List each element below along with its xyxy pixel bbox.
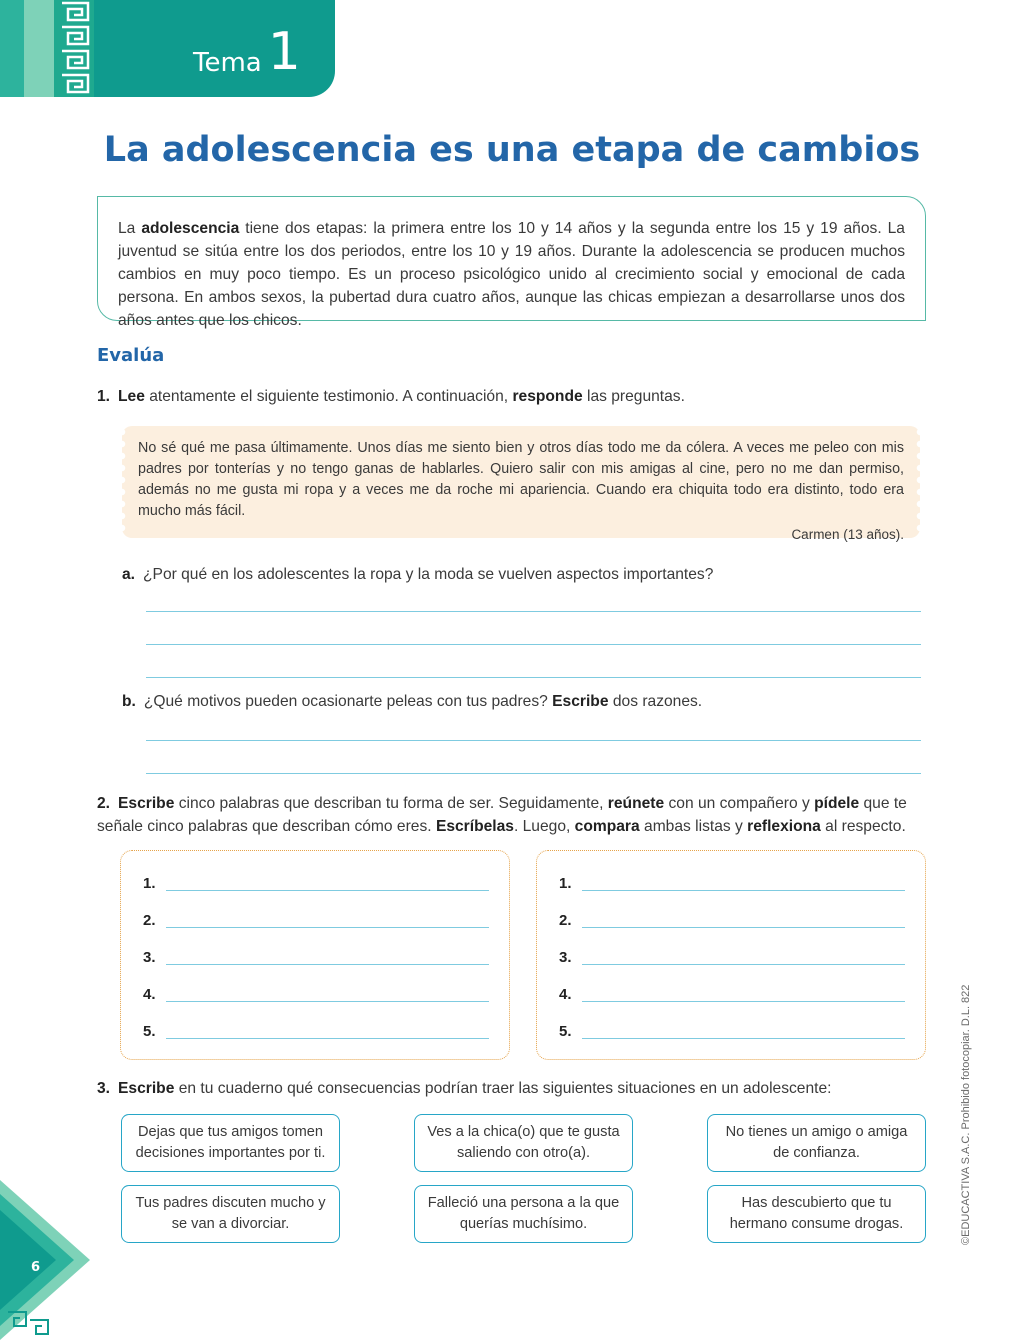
question-text: las preguntas. xyxy=(582,388,685,405)
question-3 xyxy=(97,1077,831,1100)
instruction-verb: Lee xyxy=(118,388,145,405)
instruction-verb: compara xyxy=(574,818,640,835)
question-b xyxy=(122,690,702,713)
list-number: 1. xyxy=(143,875,156,892)
question-text: dos razones. xyxy=(608,693,703,710)
partner-description-list xyxy=(536,850,926,1060)
list-number: 4. xyxy=(559,986,572,1003)
answer-line[interactable] xyxy=(166,964,489,965)
situation-box: Dejas que tus amigos tomen decisiones importantes por ti. xyxy=(121,1114,340,1172)
list-number: 4. xyxy=(143,986,156,1003)
list-number: 3. xyxy=(143,949,156,966)
tema-word: Tema xyxy=(193,48,262,78)
answer-line[interactable] xyxy=(166,1038,489,1039)
greek-key-pattern-icon xyxy=(58,0,92,97)
list-number: 1. xyxy=(559,875,572,892)
page-number: 6 xyxy=(31,1260,41,1275)
instruction-verb: pídele xyxy=(814,795,860,812)
situation-box: Has descubierto que tu hermano consume drogas. xyxy=(707,1185,926,1243)
answer-line[interactable] xyxy=(146,644,921,645)
answer-line[interactable] xyxy=(146,773,921,774)
answer-line[interactable] xyxy=(582,890,905,891)
situation-box: No tienes un amigo o amiga de confianza. xyxy=(707,1114,926,1172)
answer-line[interactable] xyxy=(582,927,905,928)
question-text: al respecto. xyxy=(820,818,906,835)
situation-box: Tus padres discuten mucho y se van a divorciar. xyxy=(121,1185,340,1243)
list-number: 5. xyxy=(143,1023,156,1040)
list-number: 3. xyxy=(559,949,572,966)
question-number: 3. xyxy=(97,1080,111,1097)
answer-line[interactable] xyxy=(146,677,921,678)
section-title: Evalúa xyxy=(97,345,165,366)
intro-box xyxy=(97,196,926,329)
intro-text: tiene dos etapas: la primera entre los 10 y 14 años y la segunda entre los 15 y 19 años. La juventud se sitúa entre los dos periodos, entre los 10 y 19 años. Durante la adolescencia se producen muchos cambios en muy poco tiempo. Es un proceso psicológico unido al crecimiento social y emocional de cada persona. En ambos sexos, la pubertad dura cuatro años, aunque las chicas empiezan a desarrollarse unos dos años antes que los chicos. xyxy=(118,220,905,329)
testimony-text: No sé qué me pasa últimamente. Unos días me siento bien y otros días todo me da cólera. A veces me peleo con mis padres por tonterías y no tengo ganas de hablarles. Quiero salir con mis amigas al cine, pero no me dan permiso, además no me gusta mi ropa y a veces me da roche mi apariencia. Cuando era chiquita todo era distinto, todo era mucho más fácil. xyxy=(138,440,904,519)
question-text: ambas listas y xyxy=(639,818,748,835)
question-text: que te señale cinco palabras que describan cómo eres. xyxy=(97,795,907,835)
instruction-verb: Escribe xyxy=(118,795,175,812)
testimony-author: Carmen (13 años). xyxy=(791,527,904,542)
tema-tab xyxy=(0,0,335,97)
corner-decoration-icon xyxy=(0,1180,90,1340)
situation-box: Ves a la chica(o) que te gusta saliendo con otro(a). xyxy=(414,1114,633,1172)
instruction-verb: Escríbelas xyxy=(435,818,514,835)
question-number: 1. xyxy=(97,388,111,405)
intro-text: La xyxy=(118,220,142,237)
question-a xyxy=(122,563,713,586)
list-number: 2. xyxy=(559,912,572,929)
question-number: 2. xyxy=(97,795,111,812)
question-2 xyxy=(97,792,917,838)
instruction-verb: responde xyxy=(512,388,583,405)
testimony-box xyxy=(122,426,920,542)
self-description-list xyxy=(120,850,510,1060)
situation-box: Falleció una persona a la que querías muchísimo. xyxy=(414,1185,633,1243)
tema-number: 1 xyxy=(267,22,301,82)
tema-heading xyxy=(193,22,301,82)
question-letter: a. xyxy=(122,566,136,583)
question-letter: b. xyxy=(122,693,136,710)
answer-line[interactable] xyxy=(146,740,921,741)
question-text: ¿Por qué en los adolescentes la ropa y la moda se vuelven aspectos importantes? xyxy=(143,566,714,583)
question-text: ¿Qué motivos pueden ocasionarte peleas con tus padres? xyxy=(143,693,553,710)
answer-line[interactable] xyxy=(166,927,489,928)
tab-stripe xyxy=(24,0,54,97)
tab-stripe xyxy=(0,0,24,97)
answer-line[interactable] xyxy=(582,1001,905,1002)
intro-keyword: adolescencia xyxy=(141,220,240,237)
answer-line[interactable] xyxy=(166,890,489,891)
question-text: en tu cuaderno qué consecuencias podrían traer las siguientes situaciones en un adolescente: xyxy=(174,1080,832,1097)
question-text: atentamente el siguiente testimonio. A continuación, xyxy=(144,388,513,405)
question-text: cinco palabras que describan tu forma de ser. Seguidamente, xyxy=(174,795,608,812)
question-1 xyxy=(97,385,685,408)
instruction-verb: Escribe xyxy=(118,1080,175,1097)
question-text: . Luego, xyxy=(513,818,575,835)
list-number: 2. xyxy=(143,912,156,929)
copyright-notice: ©EDUCACTIVA S.A.C. Prohibido fotocopiar. D.L. 822 xyxy=(960,984,972,1245)
answer-line[interactable] xyxy=(582,1038,905,1039)
answer-line[interactable] xyxy=(166,1001,489,1002)
answer-line[interactable] xyxy=(582,964,905,965)
list-number: 5. xyxy=(559,1023,572,1040)
instruction-verb: reúnete xyxy=(607,795,665,812)
answer-line[interactable] xyxy=(146,611,921,612)
instruction-verb: reflexiona xyxy=(747,818,821,835)
question-text: con un compañero y xyxy=(664,795,815,812)
page-title: La adolescencia es una etapa de cambios xyxy=(103,130,921,170)
instruction-verb: Escribe xyxy=(552,693,609,710)
